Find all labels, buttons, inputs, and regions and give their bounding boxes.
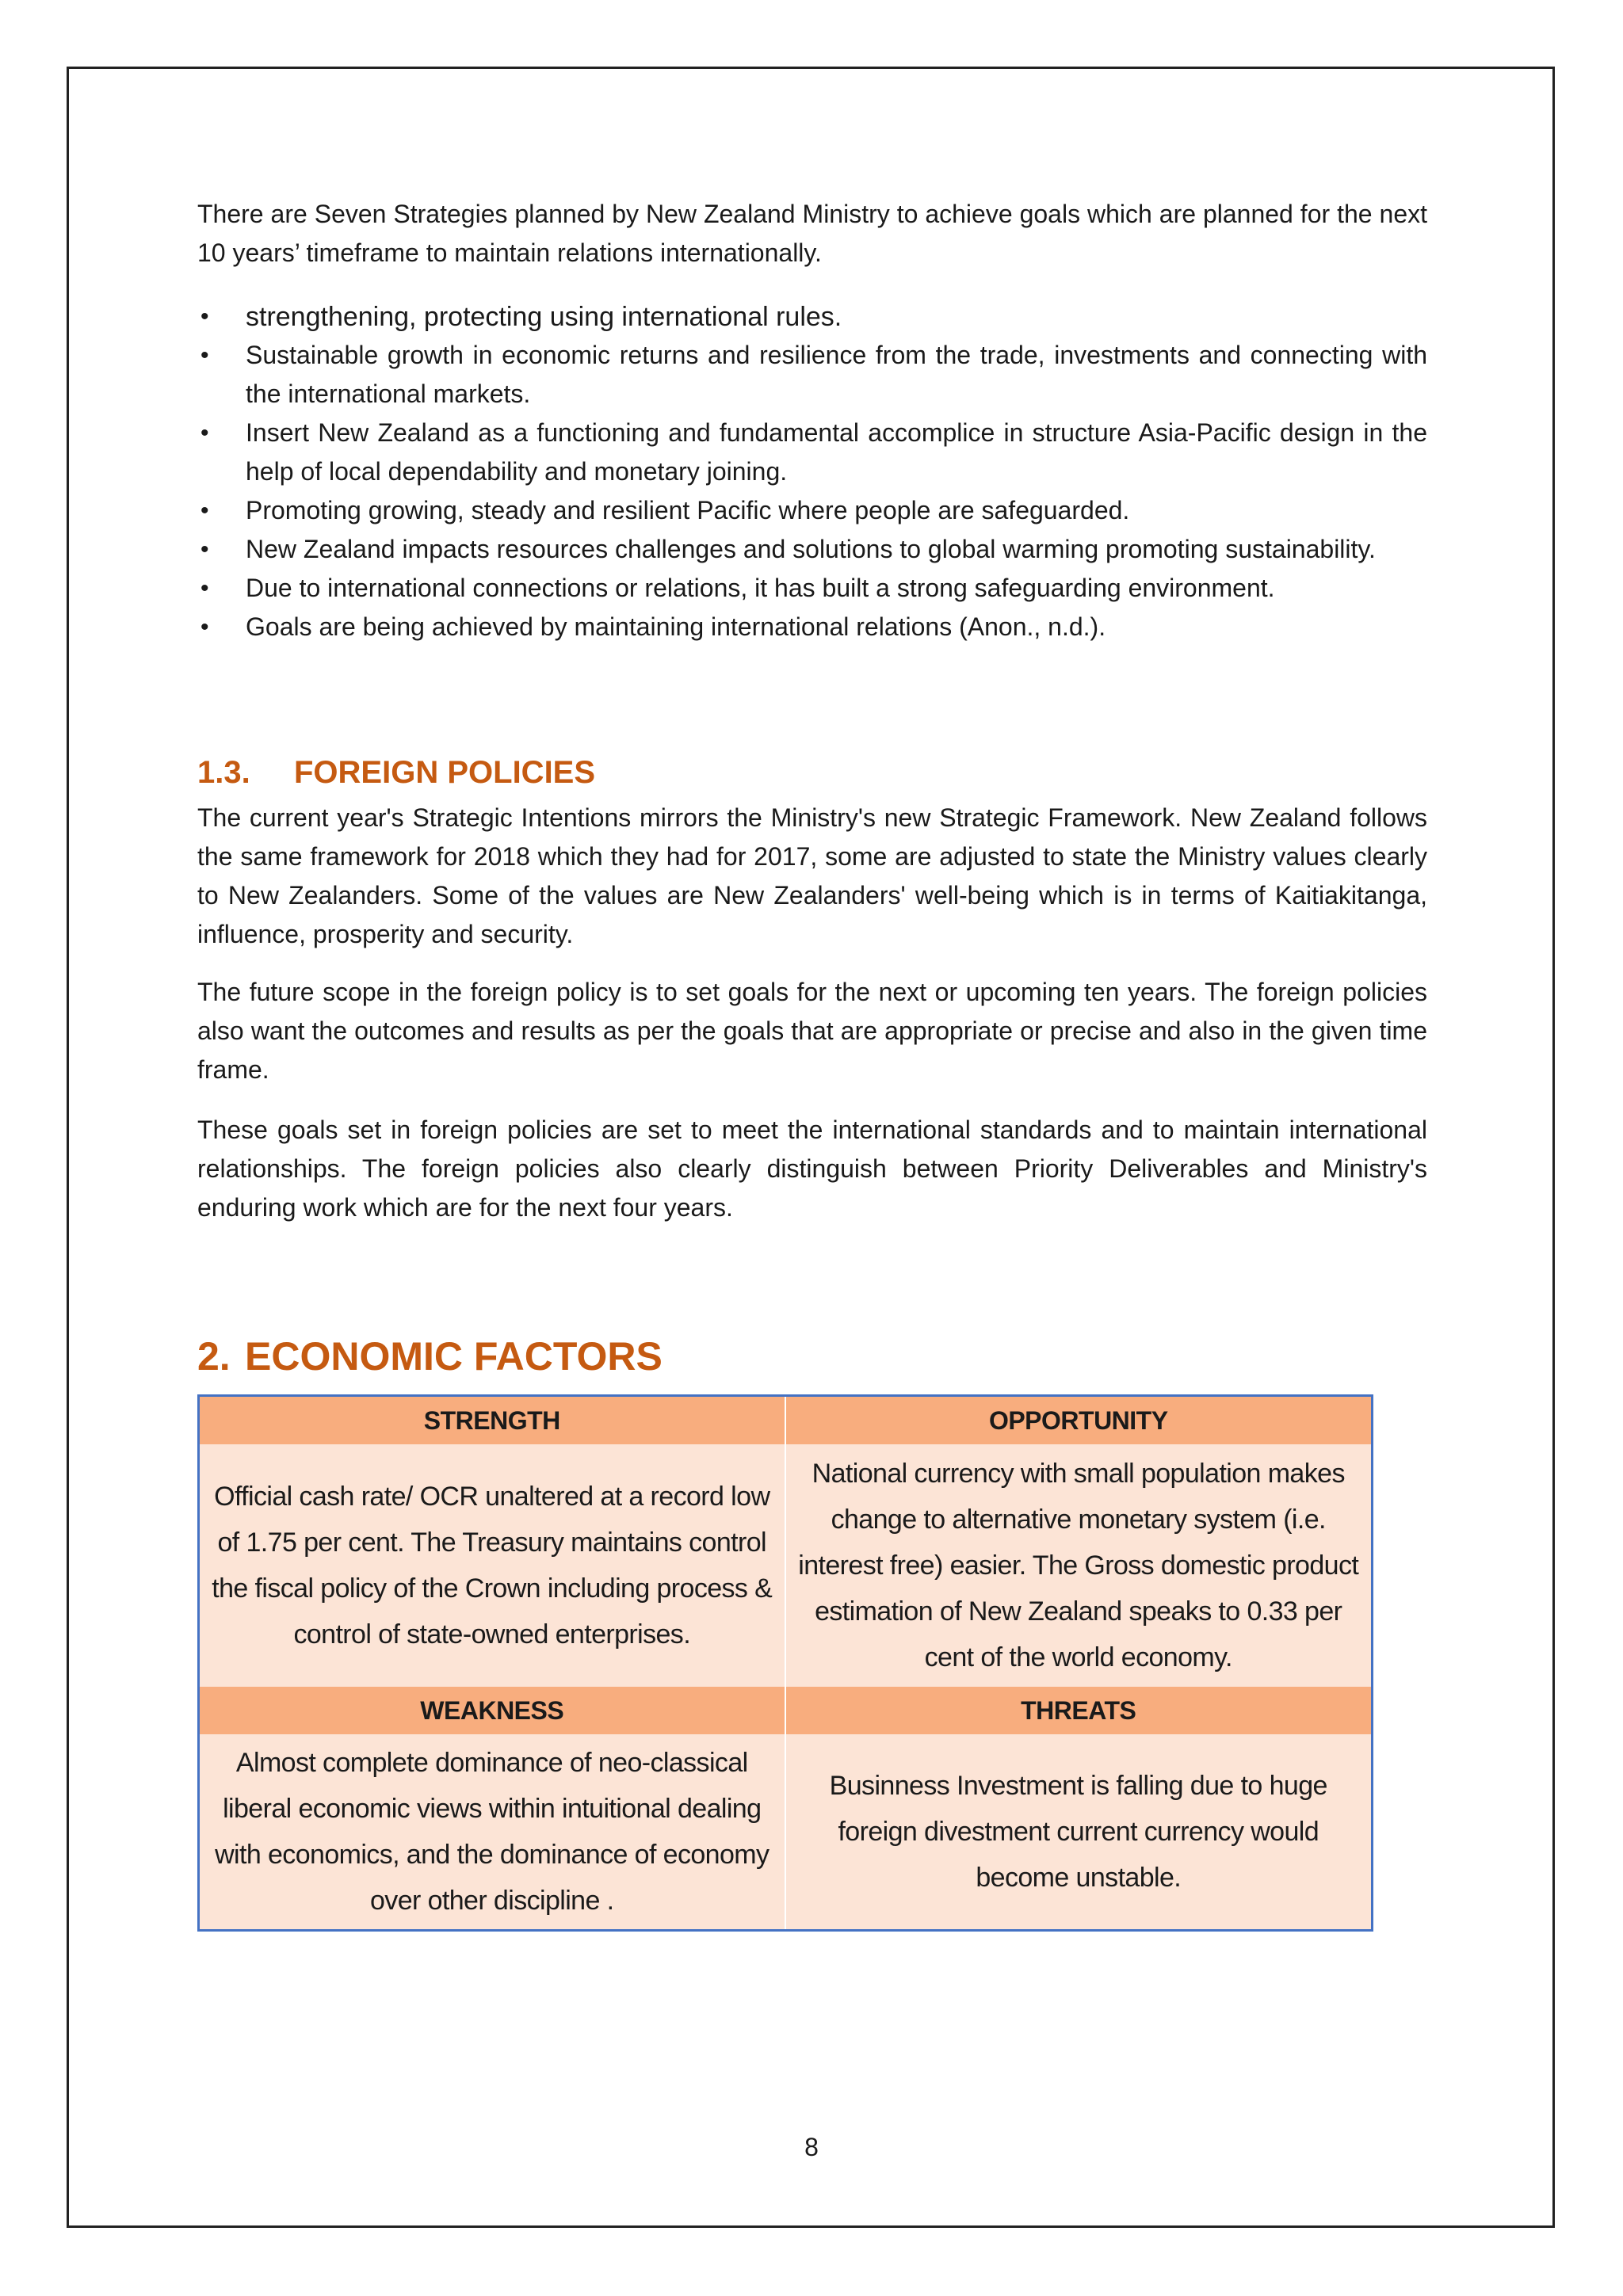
intro-paragraph: There are Seven Strategies planned by New Zealand Ministry to achieve goals which are planned for the next 10 years’ timeframe to maintain relations internationally. [197, 200, 1427, 267]
list-item: • Sustainable growth in economic returns and resilience from the trade, investments and connecting with the international markets. [197, 336, 1427, 414]
swot-table [197, 1394, 1373, 1932]
swot-header-row [199, 1396, 1373, 1445]
section-title: ECONOMIC FACTORS [245, 1334, 663, 1379]
opportunity-header: OPPORTUNITY [785, 1396, 1373, 1445]
list-item: • New Zealand impacts resources challenges and solutions to global warming promoting sustainability. [197, 530, 1427, 569]
weakness-cell: Almost complete dominance of neo-classical liberal economic views within intuitional dealing with economics, and the dominance of economy over other discipline . [199, 1734, 785, 1931]
section-number: 1.3. [197, 755, 250, 790]
section-number: 2. [197, 1334, 231, 1379]
foreign-policies-paragraph-1: The current year's Strategic Intentions mirrors the Ministry's new Strategic Framework. New Zealand follows the same framework for 2018 which they had for 2017, some are adjusted to state the Ministry values clearly to New Zealanders. Some of the values are New Zealanders' well-being which is in terms of Kaitiakitanga, influence, prosperity and security. [197, 803, 1427, 948]
list-item: • strengthening, protecting using international rules. [197, 298, 1427, 336]
threats-cell: Businness Investment is falling due to huge foreign divestment current currency would become unstable. [785, 1734, 1373, 1931]
section-heading-foreign-policies [197, 753, 595, 792]
foreign-policies-paragraph-3: These goals set in foreign policies are set to meet the international standards and to maintain international relationships. The foreign policies also clearly distinguish between Priority Deliverables and Ministry's enduring work which are for the next four years. [197, 1116, 1427, 1222]
list-item: • Due to international connections or relations, it has built a strong safeguarding environment. [197, 569, 1427, 608]
list-item: • Goals are being achieved by maintaining international relations (Anon., n.d.). [197, 608, 1427, 646]
foreign-policies-paragraph-2: The future scope in the foreign policy is to set goals for the next or upcoming ten years. The foreign policies also want the outcomes and results as per the goals that are appropriate or precise and also in the given time frame. [197, 978, 1427, 1084]
strategies-list [197, 298, 1427, 646]
swot-header-row [199, 1687, 1373, 1734]
weakness-header: WEAKNESS [199, 1687, 785, 1734]
swot-body-row [199, 1734, 1373, 1931]
section-heading-economic-factors [197, 1331, 663, 1382]
list-item: • Promoting growing, steady and resilient Pacific where people are safeguarded. [197, 491, 1427, 530]
threats-header: THREATS [785, 1687, 1373, 1734]
strength-header: STRENGTH [199, 1396, 785, 1445]
strength-cell: Official cash rate/ OCR unaltered at a record low of 1.75 per cent. The Treasury maintains control the fiscal policy of the Crown including process & control of state-owned enterprises. [199, 1444, 785, 1687]
swot-body-row [199, 1444, 1373, 1687]
section-title: FOREIGN POLICIES [294, 755, 596, 790]
opportunity-cell: National currency with small population makes change to alternative monetary system (i.e. interest free) easier. The Gross domestic product estimation of New Zealand speaks to 0.33 per cent of the world economy. [785, 1444, 1373, 1687]
list-item: • Insert New Zealand as a functioning and fundamental accomplice in structure Asia-Pacific design in the help of local dependability and monetary joining. [197, 414, 1427, 491]
page-number: 8 [804, 2133, 819, 2161]
